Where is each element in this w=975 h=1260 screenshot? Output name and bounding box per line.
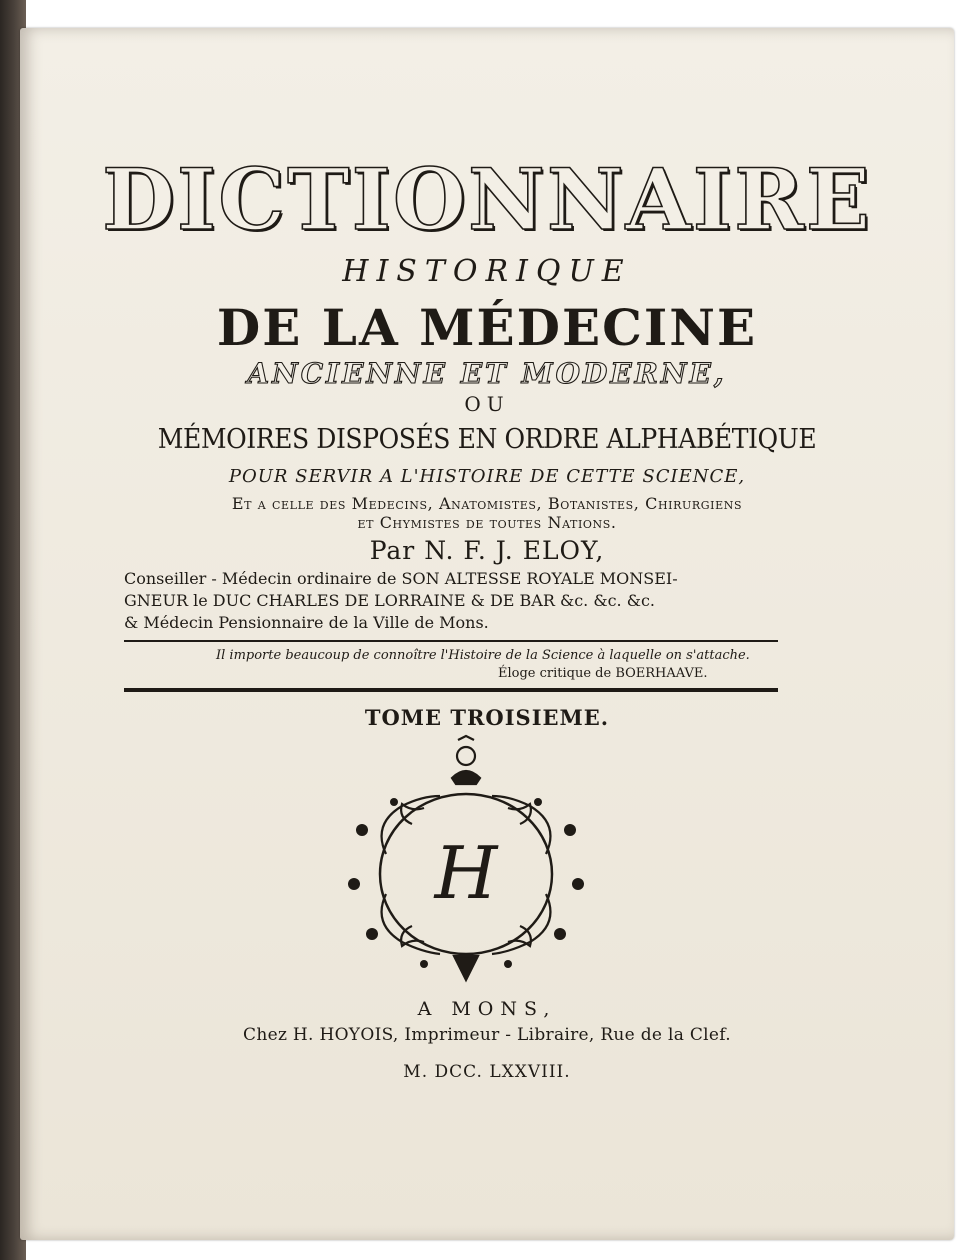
imprint-place: A MONS, — [417, 998, 557, 1020]
printers-ornament — [342, 734, 590, 990]
subtitle-medecins: Et a celle des Medecins, Anatomistes, Botanistes, Chirurgiens — [231, 494, 743, 513]
imprint-printer: Chez H. HOYOIS, Imprimeur - Libraire, Rue de la Clef. — [243, 1025, 731, 1045]
title-line-medecine: DE LA MÉDECINE — [216, 298, 758, 357]
title-line-ancienne: ANCIENNE ET MODERNE, — [247, 357, 727, 390]
title-line-dictionnaire: DICTIONNAIRE — [102, 150, 872, 249]
epigraph-quote: Il importe beaucoup de connoître l'Histoire de la Science à laquelle on s'attache. — [216, 648, 750, 663]
credentials-line-1: Conseiller - Médecin ordinaire de SON ALTESSE ROYALE MONSEI- — [124, 569, 678, 588]
author-line: Par N. F. J. ELOY, — [369, 536, 605, 565]
subtitle-memoires: MÉMOIRES DISPOSÉS EN ORDRE ALPHABÉTIQUE — [157, 424, 817, 455]
credentials-line-3: & Médecin Pensionnaire de la Ville de Mons. — [124, 613, 489, 632]
title-page — [20, 28, 954, 1240]
credentials-line-2: GNEUR le DUC CHARLES DE LORRAINE & DE BAR &c. &c. &c. — [124, 591, 656, 610]
top-rule — [124, 640, 778, 642]
subtitle-pour-servir: POUR SERVIR A L'HISTOIRE DE CETTE SCIENCE, — [228, 466, 746, 487]
bottom-rule — [124, 688, 778, 692]
subtitle-chymistes: et Chymistes de toutes Nations. — [357, 513, 617, 532]
conjunction-ou: OU — [464, 392, 510, 416]
epigraph-source: Éloge critique de BOERHAAVE. — [498, 666, 708, 681]
title-line-historique: HISTORIQUE — [342, 254, 632, 289]
imprint-year: M. DCC. LXXVIII. — [403, 1062, 571, 1082]
volume-label: TOME TROISIEME. — [364, 705, 610, 730]
ornament-monogram: H — [434, 831, 498, 915]
